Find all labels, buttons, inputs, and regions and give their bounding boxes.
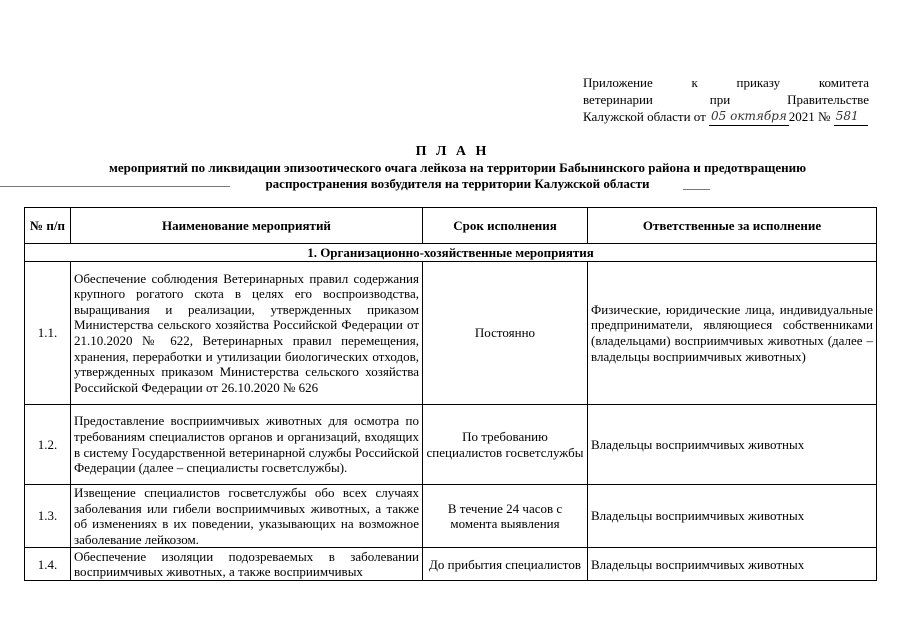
table-row	[25, 405, 877, 485]
row-measure: Обеспечение изоляции подозреваемых в заболевании восприимчивых животных, а также восприимчивых	[71, 548, 423, 581]
header-num: № п/п	[25, 208, 71, 244]
row-responsible: Владельцы восприимчивых животных	[588, 548, 877, 581]
section-row	[25, 244, 877, 262]
handwritten-number: 581	[834, 108, 868, 126]
row-responsible: Физические, юридические лица, индивидуальные предприниматели, являющиеся собственниками (владельцами) восприимчивых животных (далее – владельцы восприимчивых животных)	[588, 262, 877, 405]
measures-table	[24, 207, 877, 581]
scan-artifact-line	[683, 189, 710, 190]
handwritten-date: 05 октября	[709, 108, 789, 126]
subtitle-line-2: распространения возбудителя на территории Калужской области	[265, 176, 650, 191]
table-row	[25, 262, 877, 405]
row-responsible: Владельцы восприимчивых животных	[588, 485, 877, 548]
document-subtitle	[60, 160, 855, 192]
header-name: Наименование мероприятий	[71, 208, 423, 244]
header-deadline: Срок исполнения	[423, 208, 588, 244]
table-header-row	[25, 208, 877, 244]
row-number: 1.1.	[25, 262, 71, 405]
section-title: 1. Организационно-хозяйственные мероприятия	[25, 244, 877, 262]
appendix-header	[583, 74, 869, 126]
row-measure: Предоставление восприимчивых животных для осмотра по требованиям специалистов органов и организаций, входящих в систему Государственной ветеринарной службы Российской Федерации (далее – специалисты госветслужбы).	[71, 405, 423, 485]
row-measure: Обеспечение соблюдения Ветеринарных правил содержания крупного рогатого скота в целях его воспроизводства, выращивания и реализации, утвержденных приказом Министерства сельского хозяйства Российской Федерации от 21.10.2020 № 622, Ветеринарных правил перемещения, хранения, переработки и утилизации биологических отходов, утвержденных приказом Министерства сельского хозяйства Российской Федерации от 26.10.2020 № 626	[71, 262, 423, 405]
appendix-word: ветеринарии	[583, 92, 653, 107]
appendix-word: Правительстве	[787, 92, 869, 107]
row-measure: Извещение специалистов госветслужбы обо всех случаях заболевания или гибели восприимчивых животных, а также об изменениях в их поведении, указывающих на возможное заболевание лейкозом.	[71, 485, 423, 548]
appendix-word: приказу	[736, 75, 781, 90]
table-row	[25, 548, 877, 581]
row-number: 1.2.	[25, 405, 71, 485]
appendix-line-2	[583, 91, 869, 108]
appendix-line-3	[583, 108, 869, 126]
row-deadline: По требованию специалистов госветслужбы	[423, 405, 588, 485]
row-deadline: Постоянно	[423, 262, 588, 405]
table-row	[25, 485, 877, 548]
row-deadline: В течение 24 часов с момента выявления	[423, 485, 588, 548]
appendix-word: Приложение	[583, 75, 653, 90]
row-deadline: До прибытия специалистов	[423, 548, 588, 581]
appendix-date-label: Калужской области от	[583, 109, 706, 124]
row-number: 1.4.	[25, 548, 71, 581]
scan-artifact-line	[0, 186, 230, 187]
row-responsible: Владельцы восприимчивых животных	[588, 405, 877, 485]
appendix-word: к	[691, 75, 698, 90]
appendix-word: комитета	[818, 75, 869, 90]
appendix-year-label: 2021 №	[788, 109, 831, 124]
row-number: 1.3.	[25, 485, 71, 548]
document-title: П Л А Н	[415, 144, 490, 159]
subtitle-line-1: мероприятий по ликвидации эпизоотического очага лейкоза на территории Бабынинского района и предотвращению	[108, 160, 807, 175]
appendix-word: при	[709, 92, 731, 107]
header-responsible: Ответственные за исполнение	[588, 208, 877, 244]
appendix-line-1	[583, 74, 869, 91]
